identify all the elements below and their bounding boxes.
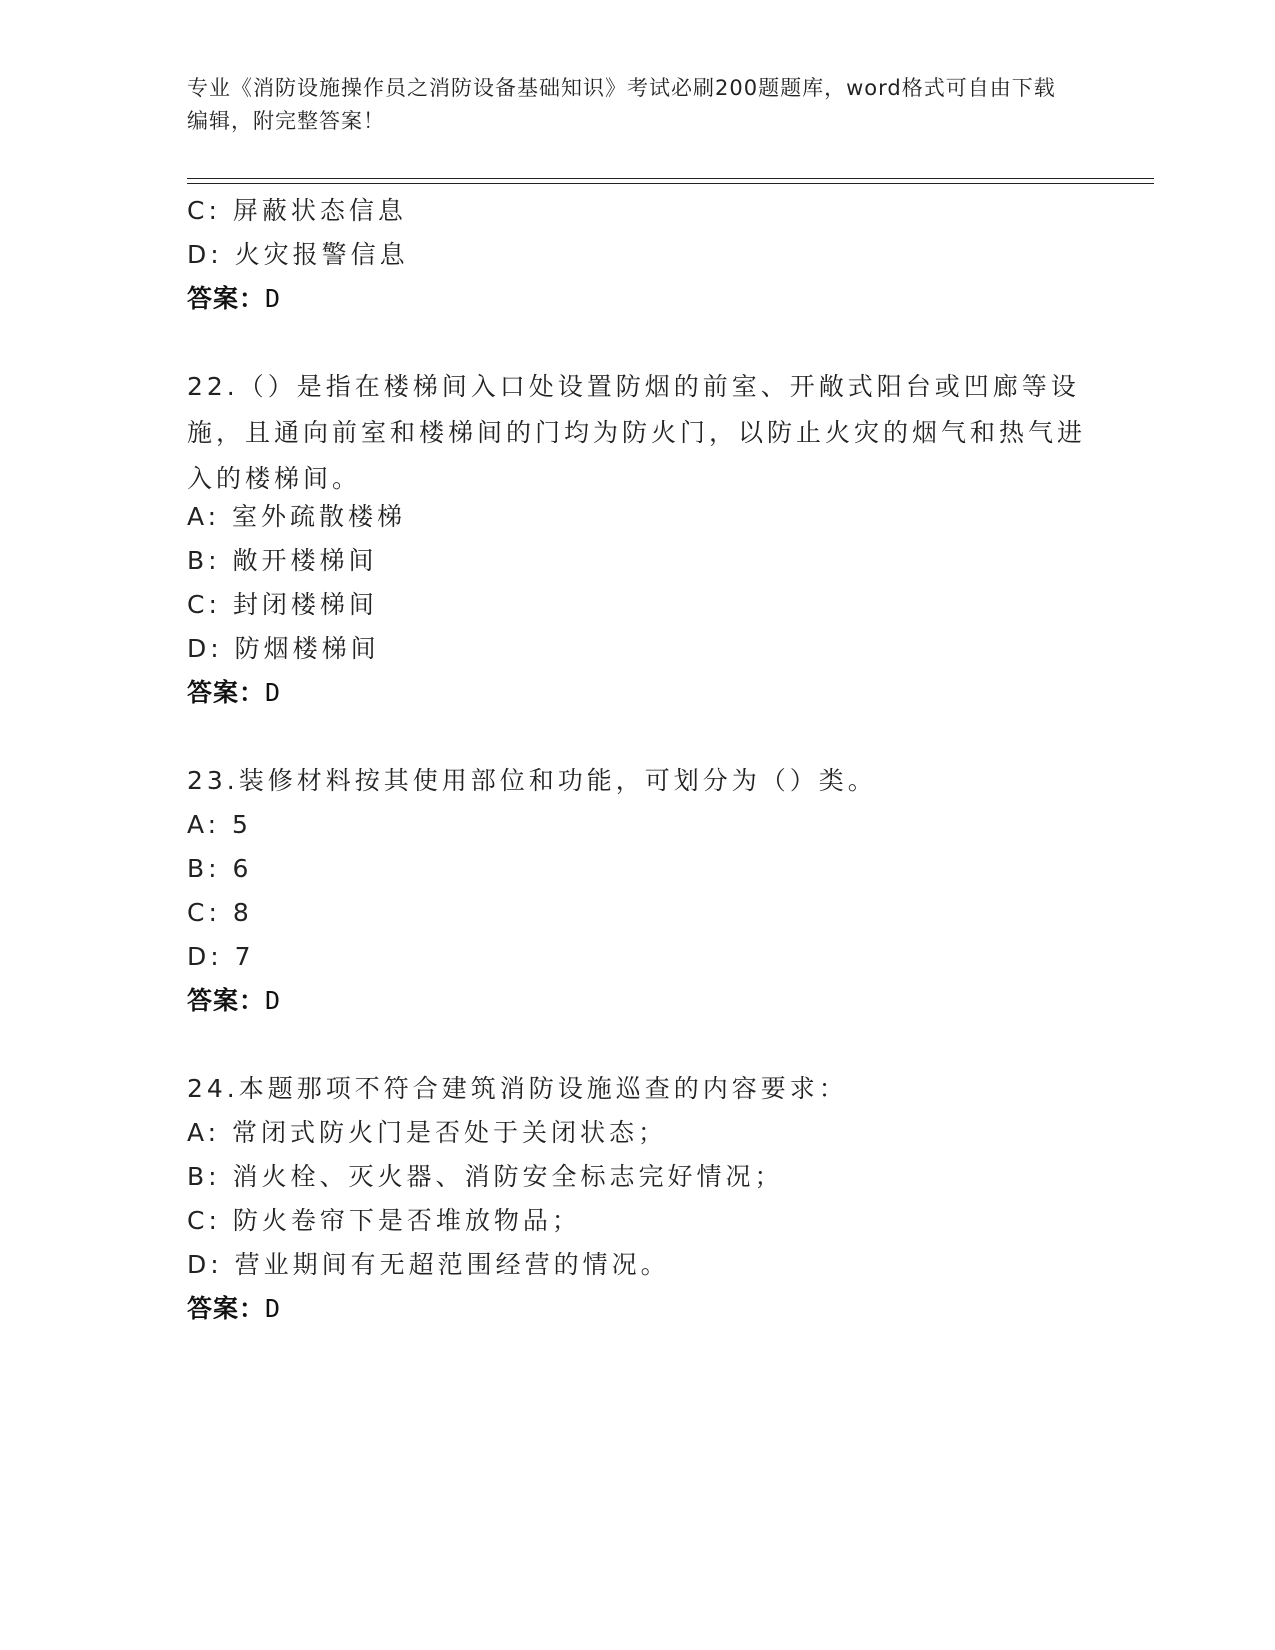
header-rule-bottom <box>187 183 1154 184</box>
answer-line <box>187 276 281 322</box>
option-text: 防火卷帘下是否堆放物品； <box>232 1206 581 1235</box>
answer-line <box>187 1286 281 1332</box>
answer-label: 答案： <box>187 284 266 313</box>
option-text: 6 <box>232 854 253 883</box>
option-text: 消火栓、灭火器、消防安全标志完好情况； <box>232 1162 784 1191</box>
option-letter: C: <box>187 196 221 225</box>
option-a <box>187 494 406 540</box>
option-letter: D: <box>187 240 223 269</box>
answer-line <box>187 978 281 1024</box>
option-text: 营业期间有无超范围经营的情况。 <box>234 1250 670 1279</box>
option-d <box>187 934 255 980</box>
option-letter: B: <box>187 854 221 883</box>
option-d <box>187 1242 670 1288</box>
option-letter: A: <box>187 502 221 531</box>
answer-label: 答案： <box>187 986 266 1015</box>
option-d <box>187 232 409 278</box>
option-text: 室外疏散楼梯 <box>232 502 407 531</box>
answer-value: D <box>265 1294 282 1323</box>
option-letter: D: <box>187 1250 223 1279</box>
option-text: 火灾报警信息 <box>234 240 409 269</box>
question-number: 23. <box>187 766 239 795</box>
option-text: 8 <box>232 898 253 927</box>
option-b <box>187 1154 784 1200</box>
option-c <box>187 1198 581 1244</box>
question-number: 24. <box>187 1074 239 1103</box>
option-letter: B: <box>187 1162 221 1191</box>
question-24 <box>187 1066 1087 1112</box>
option-d <box>187 626 380 672</box>
option-text: 常闭式防火门是否处于关闭状态； <box>232 1118 668 1147</box>
option-letter: C: <box>187 898 221 927</box>
option-text: 封闭楼梯间 <box>232 590 378 619</box>
option-text: 防烟楼梯间 <box>234 634 380 663</box>
option-text: 7 <box>234 942 255 971</box>
header-rule-top <box>187 178 1154 179</box>
option-letter: A: <box>187 1118 221 1147</box>
answer-label: 答案： <box>187 1294 266 1323</box>
option-c <box>187 890 253 936</box>
question-text: （）是指在楼梯间入口处设置防烟的前室、开敞式阳台或凹廊等设施，且通向前室和楼梯间的门均为防火门，以防止火灾的烟气和热气进入的楼梯间。 <box>187 372 1087 493</box>
question-text: 本题那项不符合建筑消防设施巡查的内容要求： <box>238 1074 848 1103</box>
option-letter: C: <box>187 590 221 619</box>
question-text: 装修材料按其使用部位和功能，可划分为（）类。 <box>238 766 877 795</box>
answer-value: D <box>265 678 282 707</box>
question-23 <box>187 758 1087 804</box>
option-letter: D: <box>187 634 223 663</box>
option-b <box>187 538 378 584</box>
option-letter: A: <box>187 810 221 839</box>
option-c <box>187 188 407 234</box>
option-text: 5 <box>232 810 252 839</box>
question-22 <box>187 364 1087 502</box>
option-text: 屏蔽状态信息 <box>232 196 407 225</box>
option-letter: C: <box>187 1206 221 1235</box>
option-letter: B: <box>187 546 221 575</box>
option-a <box>187 802 252 848</box>
answer-line <box>187 670 281 716</box>
question-number: 22. <box>187 372 239 401</box>
option-b <box>187 846 252 892</box>
option-a <box>187 1110 667 1156</box>
answer-value: D <box>265 986 282 1015</box>
option-text: 敞开楼梯间 <box>232 546 378 575</box>
answer-label: 答案： <box>187 678 266 707</box>
option-letter: D: <box>187 942 223 971</box>
option-c <box>187 582 378 628</box>
document-header: 专业《消防设施操作员之消防设备基础知识》考试必刷200题题库，word格式可自由下载编辑，附完整答案！ <box>187 76 1056 133</box>
answer-value: D <box>265 284 282 313</box>
